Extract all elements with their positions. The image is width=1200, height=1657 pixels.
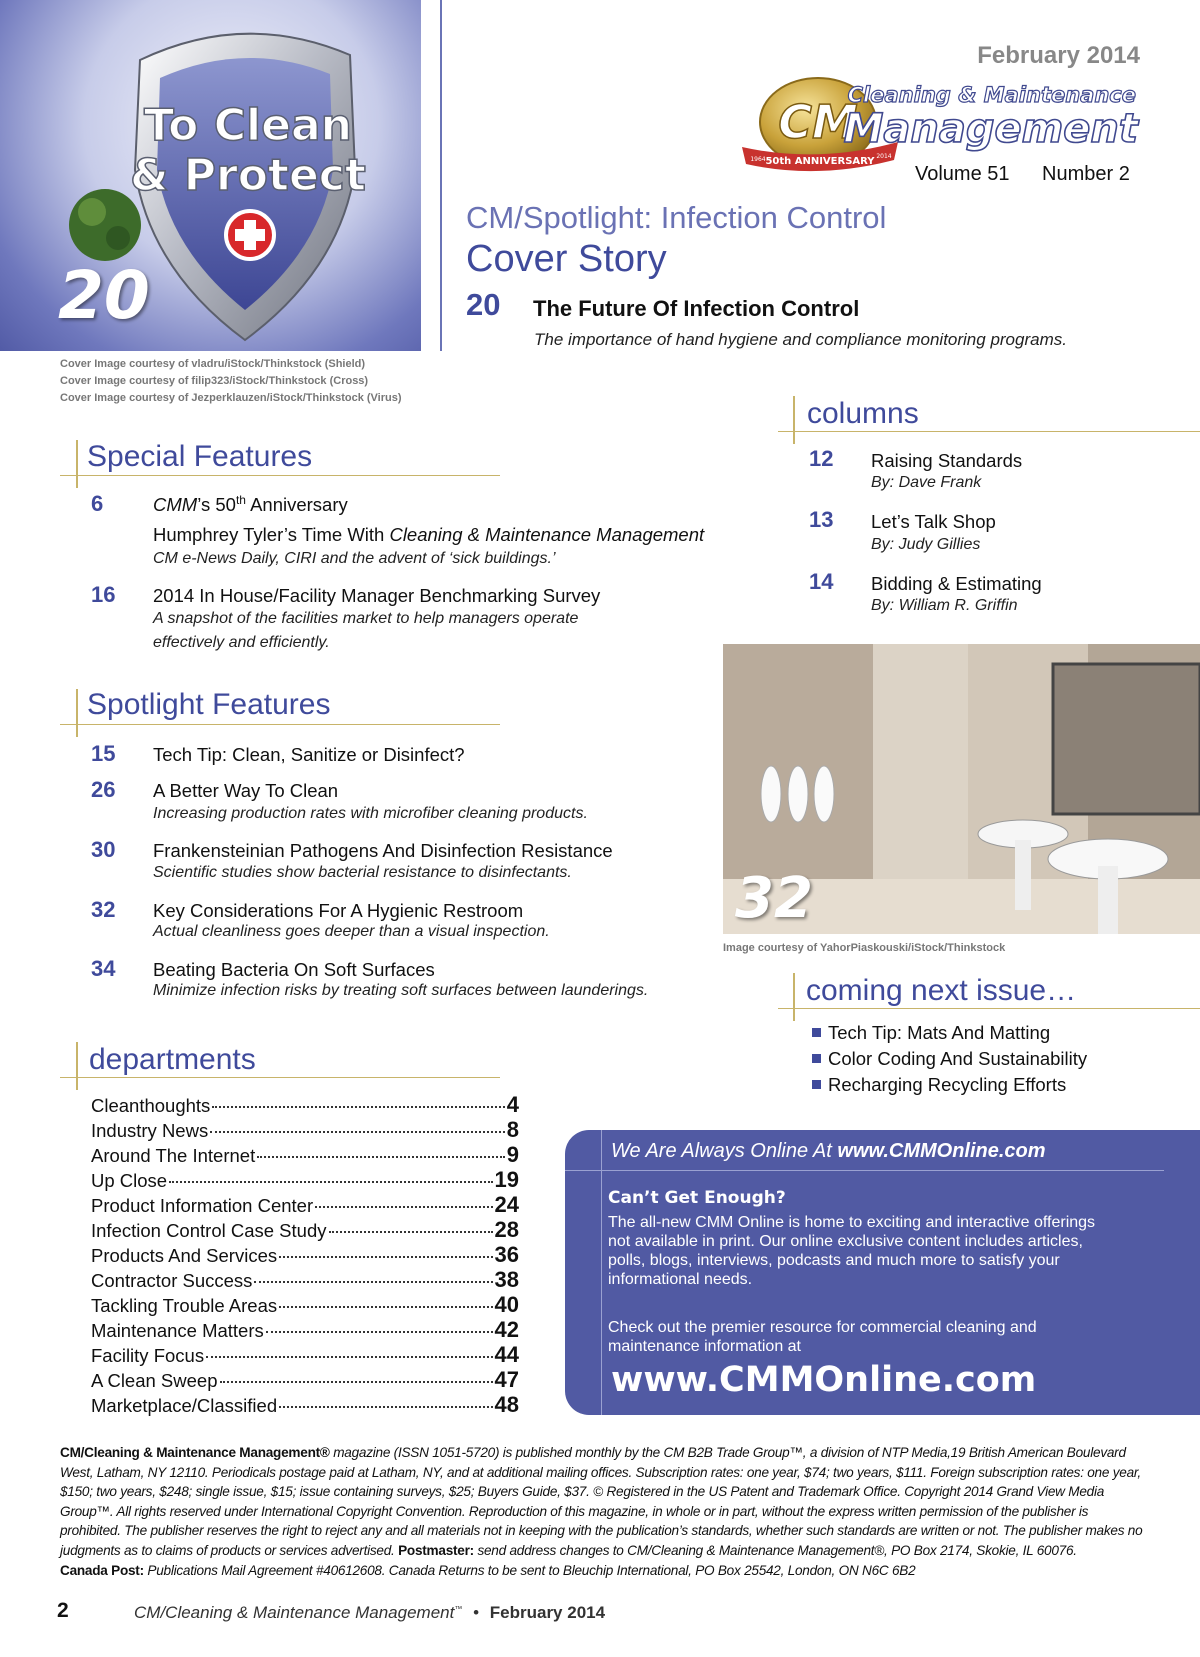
shield-text-line1: To Clean [144, 100, 352, 151]
section-marker [793, 973, 795, 1021]
column-byline: By: Judy Gillies [871, 536, 981, 553]
coming-next-item[interactable] [812, 1074, 1066, 1096]
leader-dots [266, 1331, 493, 1333]
title-text: ’s 50 [197, 494, 236, 516]
spotlight-page-number: 26 [91, 777, 116, 802]
department-item[interactable] [91, 1317, 519, 1342]
online-promo-box [565, 1130, 1200, 1415]
coming-next-item[interactable] [812, 1048, 1087, 1070]
departments-heading: departments [89, 1043, 256, 1076]
special-feature-subtitle [153, 524, 704, 546]
vertical-divider [440, 0, 442, 351]
title-emphasis: CMM [153, 494, 198, 516]
department-label: Maintenance Matters [91, 1320, 264, 1341]
legal-postmaster-text: send address changes to CM/Cleaning & Maintenance Management®, PO Box 2174, Skokie, IL 60076. [473, 1542, 1077, 1558]
special-feature-description: A snapshot of the facilities market to help managers operate [153, 610, 579, 627]
spotlight-description: Scientific studies show bacterial resistance to disinfectants. [153, 864, 572, 881]
volume-label: Volume 51 [915, 163, 1010, 185]
department-item[interactable] [91, 1392, 519, 1417]
section-rule [60, 724, 500, 725]
coming-next-label: Recharging Recycling Efforts [828, 1074, 1067, 1095]
cover-image[interactable] [0, 0, 421, 351]
section-marker [76, 1042, 78, 1090]
spotlight-page-number: 15 [91, 741, 116, 766]
column-title[interactable]: Raising Standards [871, 450, 1023, 471]
legal-text: magazine (ISSN 1051-5720) is published monthly by the CM B2B Trade Group™, a division of NTP Media,19 British American Boulevard West, Latham, NY 12110. Periodicals postage paid at Latham, NY, and at additional mailing offices. Subscription rates: one year, $74; two years, $111. Foreign subscription rates: one year, $150; two years, $248; single issue, $15; issue containing surveys, $25; Buyers Guide, $37. © Registered in the US Patent and Trademark Office. Copyright 2014 Grand View Media Group™. All rights reserved under International Copyright Convention. Reproduction of this magazine, in whole or in part, without the express written permission of the publisher is prohibited. The publisher reserves the right to reject any and all materials not in keeping with the publication’s standards, whether such standards are written or not. The publisher makes no judgments as to claims of products or services advertised. [60, 1445, 1143, 1558]
leader-dots [257, 1156, 505, 1158]
cover-credit: Cover Image courtesy of filip323/iStock/Thinkstock (Cross) [60, 375, 369, 387]
coming-next-heading: coming next issue… [806, 974, 1077, 1007]
spotlight-description: Increasing production rates with microfiber cleaning products. [153, 805, 588, 822]
section-rule [60, 1077, 500, 1078]
department-label: Up Close [91, 1170, 168, 1191]
restroom-image[interactable] [723, 644, 1200, 934]
cover-story-title[interactable]: The Future Of Infection Control [533, 296, 860, 321]
department-item[interactable] [91, 1242, 519, 1267]
cover-page-number: 20 [58, 257, 150, 334]
footer-separator: • [473, 1603, 480, 1622]
department-item[interactable] [91, 1217, 519, 1242]
spotlight-description: Minimize infection risks by treating soft surfaces between launderings. [153, 982, 649, 999]
department-label: A Clean Sweep [91, 1370, 218, 1391]
legal-canada-text: Publications Mail Agreement #40612608. Canada Returns to be sent to Bleuchip International, PO Box 25542, London, ON N6C 6B2 [143, 1562, 916, 1578]
department-label: Tackling Trouble Areas [91, 1295, 278, 1316]
logo-ribbon-year-right: 2014 [876, 153, 892, 160]
column-byline: By: William R. Griffin [871, 597, 1018, 614]
special-features-heading: Special Features [87, 440, 313, 473]
footer-trademark: ™ [454, 1604, 463, 1614]
column-title[interactable]: Bidding & Estimating [871, 573, 1042, 594]
department-label: Contractor Success [91, 1270, 253, 1291]
spotlight-title[interactable]: Tech Tip: Clean, Sanitize or Disinfect? [153, 744, 465, 765]
box-divider [565, 1170, 1164, 1171]
special-feature-page-number: 6 [91, 491, 104, 516]
section-marker [793, 396, 795, 444]
spotlight-title[interactable]: A Better Way To Clean [153, 780, 339, 801]
cover-story-heading: Cover Story [466, 238, 667, 280]
leader-dots [210, 1131, 505, 1133]
logo-badge-text: CM [778, 95, 858, 149]
department-label: Products And Services [91, 1245, 278, 1266]
department-page: 9 [506, 1142, 519, 1167]
department-item[interactable] [91, 1342, 519, 1367]
issue-date: February 2014 [977, 42, 1140, 69]
coming-next-label: Color Coding And Sustainability [828, 1048, 1088, 1069]
leader-dots [329, 1231, 493, 1233]
online-header [611, 1140, 1046, 1163]
box-divider [601, 1130, 602, 1415]
legal-postmaster-label: Postmaster: [398, 1542, 474, 1558]
spotlight-page-number: 30 [91, 837, 116, 862]
special-feature-title[interactable] [153, 493, 348, 516]
leader-dots [220, 1381, 493, 1383]
bullet-icon [812, 1028, 821, 1037]
cover-story-page-number: 20 [466, 287, 501, 322]
department-item[interactable] [91, 1142, 519, 1167]
footer-date: February 2014 [489, 1603, 606, 1622]
department-page: 8 [506, 1117, 519, 1142]
coming-next-label: Tech Tip: Mats And Matting [828, 1022, 1051, 1043]
department-label: Product Information Center [91, 1195, 314, 1216]
spotlight-page-number: 34 [91, 956, 116, 981]
columns-heading: columns [807, 397, 919, 430]
bullet-icon [812, 1054, 821, 1063]
leader-dots [279, 1256, 492, 1258]
number-label: Number 2 [1042, 163, 1130, 185]
special-feature-description: CM e-News Daily, CIRI and the advent of ‘sick buildings.’ [153, 550, 556, 567]
leader-dots [206, 1356, 492, 1358]
online-header-link[interactable]: www.CMMOnline.com [837, 1140, 1046, 1162]
section-marker [76, 689, 78, 737]
cover-story-kicker: CM/Spotlight: Infection Control [466, 200, 887, 235]
title-superscript: th [235, 493, 246, 507]
legal-canada-label: Canada Post: [60, 1562, 144, 1578]
column-byline: By: Dave Frank [871, 474, 982, 491]
online-header-text: We Are Always Online At [611, 1140, 838, 1162]
department-label: Facility Focus [91, 1345, 205, 1366]
department-page: 36 [494, 1242, 519, 1267]
department-item[interactable] [91, 1292, 519, 1317]
spotlight-title[interactable]: Key Considerations For A Hygienic Restroom [153, 900, 524, 921]
department-page: 38 [494, 1267, 519, 1292]
department-item[interactable] [91, 1092, 519, 1117]
department-item[interactable] [91, 1192, 519, 1217]
spotlight-description: Actual cleanliness goes deeper than a visual inspection. [153, 923, 550, 940]
department-page: 28 [494, 1217, 519, 1242]
cover-credit: Cover Image courtesy of Jezperklauzen/iStock/Thinkstock (Virus) [60, 392, 402, 404]
department-label: Infection Control Case Study [91, 1220, 327, 1241]
department-page: 47 [494, 1367, 519, 1392]
cover-credit: Cover Image courtesy of vladru/iStock/Thinkstock (Shield) [60, 358, 366, 370]
online-subhead: Can’t Get Enough? [608, 1188, 786, 1208]
subtitle-text: Humphrey Tyler’s Time With [153, 524, 390, 545]
department-page: 19 [494, 1167, 519, 1192]
leader-dots [169, 1181, 492, 1183]
department-label: Around The Internet [91, 1145, 256, 1166]
logo-bottom-text: Management [843, 106, 1138, 152]
department-label: Cleanthoughts [91, 1095, 211, 1116]
coming-next-item[interactable] [812, 1022, 1050, 1044]
leader-dots [315, 1206, 492, 1208]
department-item[interactable] [91, 1267, 519, 1292]
restroom-page-number: 32 [735, 866, 813, 931]
bullet-icon [812, 1080, 821, 1089]
department-item[interactable] [91, 1367, 519, 1392]
department-page: 44 [494, 1342, 519, 1367]
page-number: 2 [57, 1599, 69, 1622]
column-page-number: 13 [809, 507, 834, 532]
department-page: 48 [494, 1392, 519, 1417]
leader-dots [279, 1406, 492, 1408]
spotlight-title[interactable]: Beating Bacteria On Soft Surfaces [153, 959, 435, 980]
department-page: 4 [506, 1092, 519, 1117]
title-text: Anniversary [245, 494, 348, 516]
department-page: 40 [494, 1292, 519, 1317]
logo-top-text: Cleaning & Maintenance [847, 83, 1136, 107]
spotlight-page-number: 32 [91, 897, 116, 922]
restroom-image-credit: Image courtesy of YahorPiaskouski/iStock/Thinkstock [723, 942, 1006, 954]
section-rule [778, 1008, 1200, 1009]
logo-ribbon-year-left: 1964 [750, 156, 766, 163]
special-feature-page-number: 16 [91, 582, 116, 607]
department-page: 24 [494, 1192, 519, 1217]
section-rule [778, 431, 1200, 432]
column-title[interactable]: Let’s Talk Shop [871, 511, 996, 532]
online-body-cta: Check out the premier resource for commercial cleaning and maintenance information at [608, 1319, 1037, 1355]
column-page-number: 12 [809, 446, 834, 471]
online-big-url[interactable]: www.CMMOnline.com [611, 1360, 1037, 1400]
shield-text-line2: & Protect [130, 150, 366, 201]
footer-pub-name: CM/Cleaning & Maintenance Management [134, 1603, 455, 1622]
footer-publication [134, 1603, 605, 1623]
logo-ribbon-text: 50th ANNIVERSARY [765, 156, 875, 167]
online-body: The all-new CMM Online is home to exciting and interactive offerings not available in print. Our online exclusive content includes articles, polls, blogs, interviews, podcasts and much more to satisfy your informational needs. [608, 1214, 1096, 1288]
section-rule [60, 475, 500, 476]
cover-credits [60, 356, 402, 407]
leader-dots [254, 1281, 492, 1283]
special-feature-title[interactable]: 2014 In House/Facility Manager Benchmarking Survey [153, 585, 601, 606]
spotlight-features-heading: Spotlight Features [87, 688, 331, 721]
column-page-number: 14 [809, 569, 834, 594]
department-item[interactable] [91, 1167, 519, 1192]
special-feature-description: effectively and efficiently. [153, 634, 330, 651]
spotlight-title[interactable]: Frankensteinian Pathogens And Disinfection Resistance [153, 840, 613, 861]
department-item[interactable] [91, 1117, 519, 1142]
department-page: 42 [494, 1317, 519, 1342]
subtitle-emphasis: Cleaning & Maintenance Management [389, 524, 705, 545]
leader-dots [212, 1106, 504, 1108]
publication-legal-notice [60, 1443, 1150, 1580]
cover-story-description: The importance of hand hygiene and compliance monitoring programs. [534, 330, 1067, 349]
leader-dots [279, 1306, 492, 1308]
department-label: Industry News [91, 1120, 209, 1141]
legal-lead: CM/Cleaning & Maintenance Management® [60, 1445, 330, 1460]
section-marker [76, 440, 78, 488]
department-label: Marketplace/Classified [91, 1395, 278, 1416]
